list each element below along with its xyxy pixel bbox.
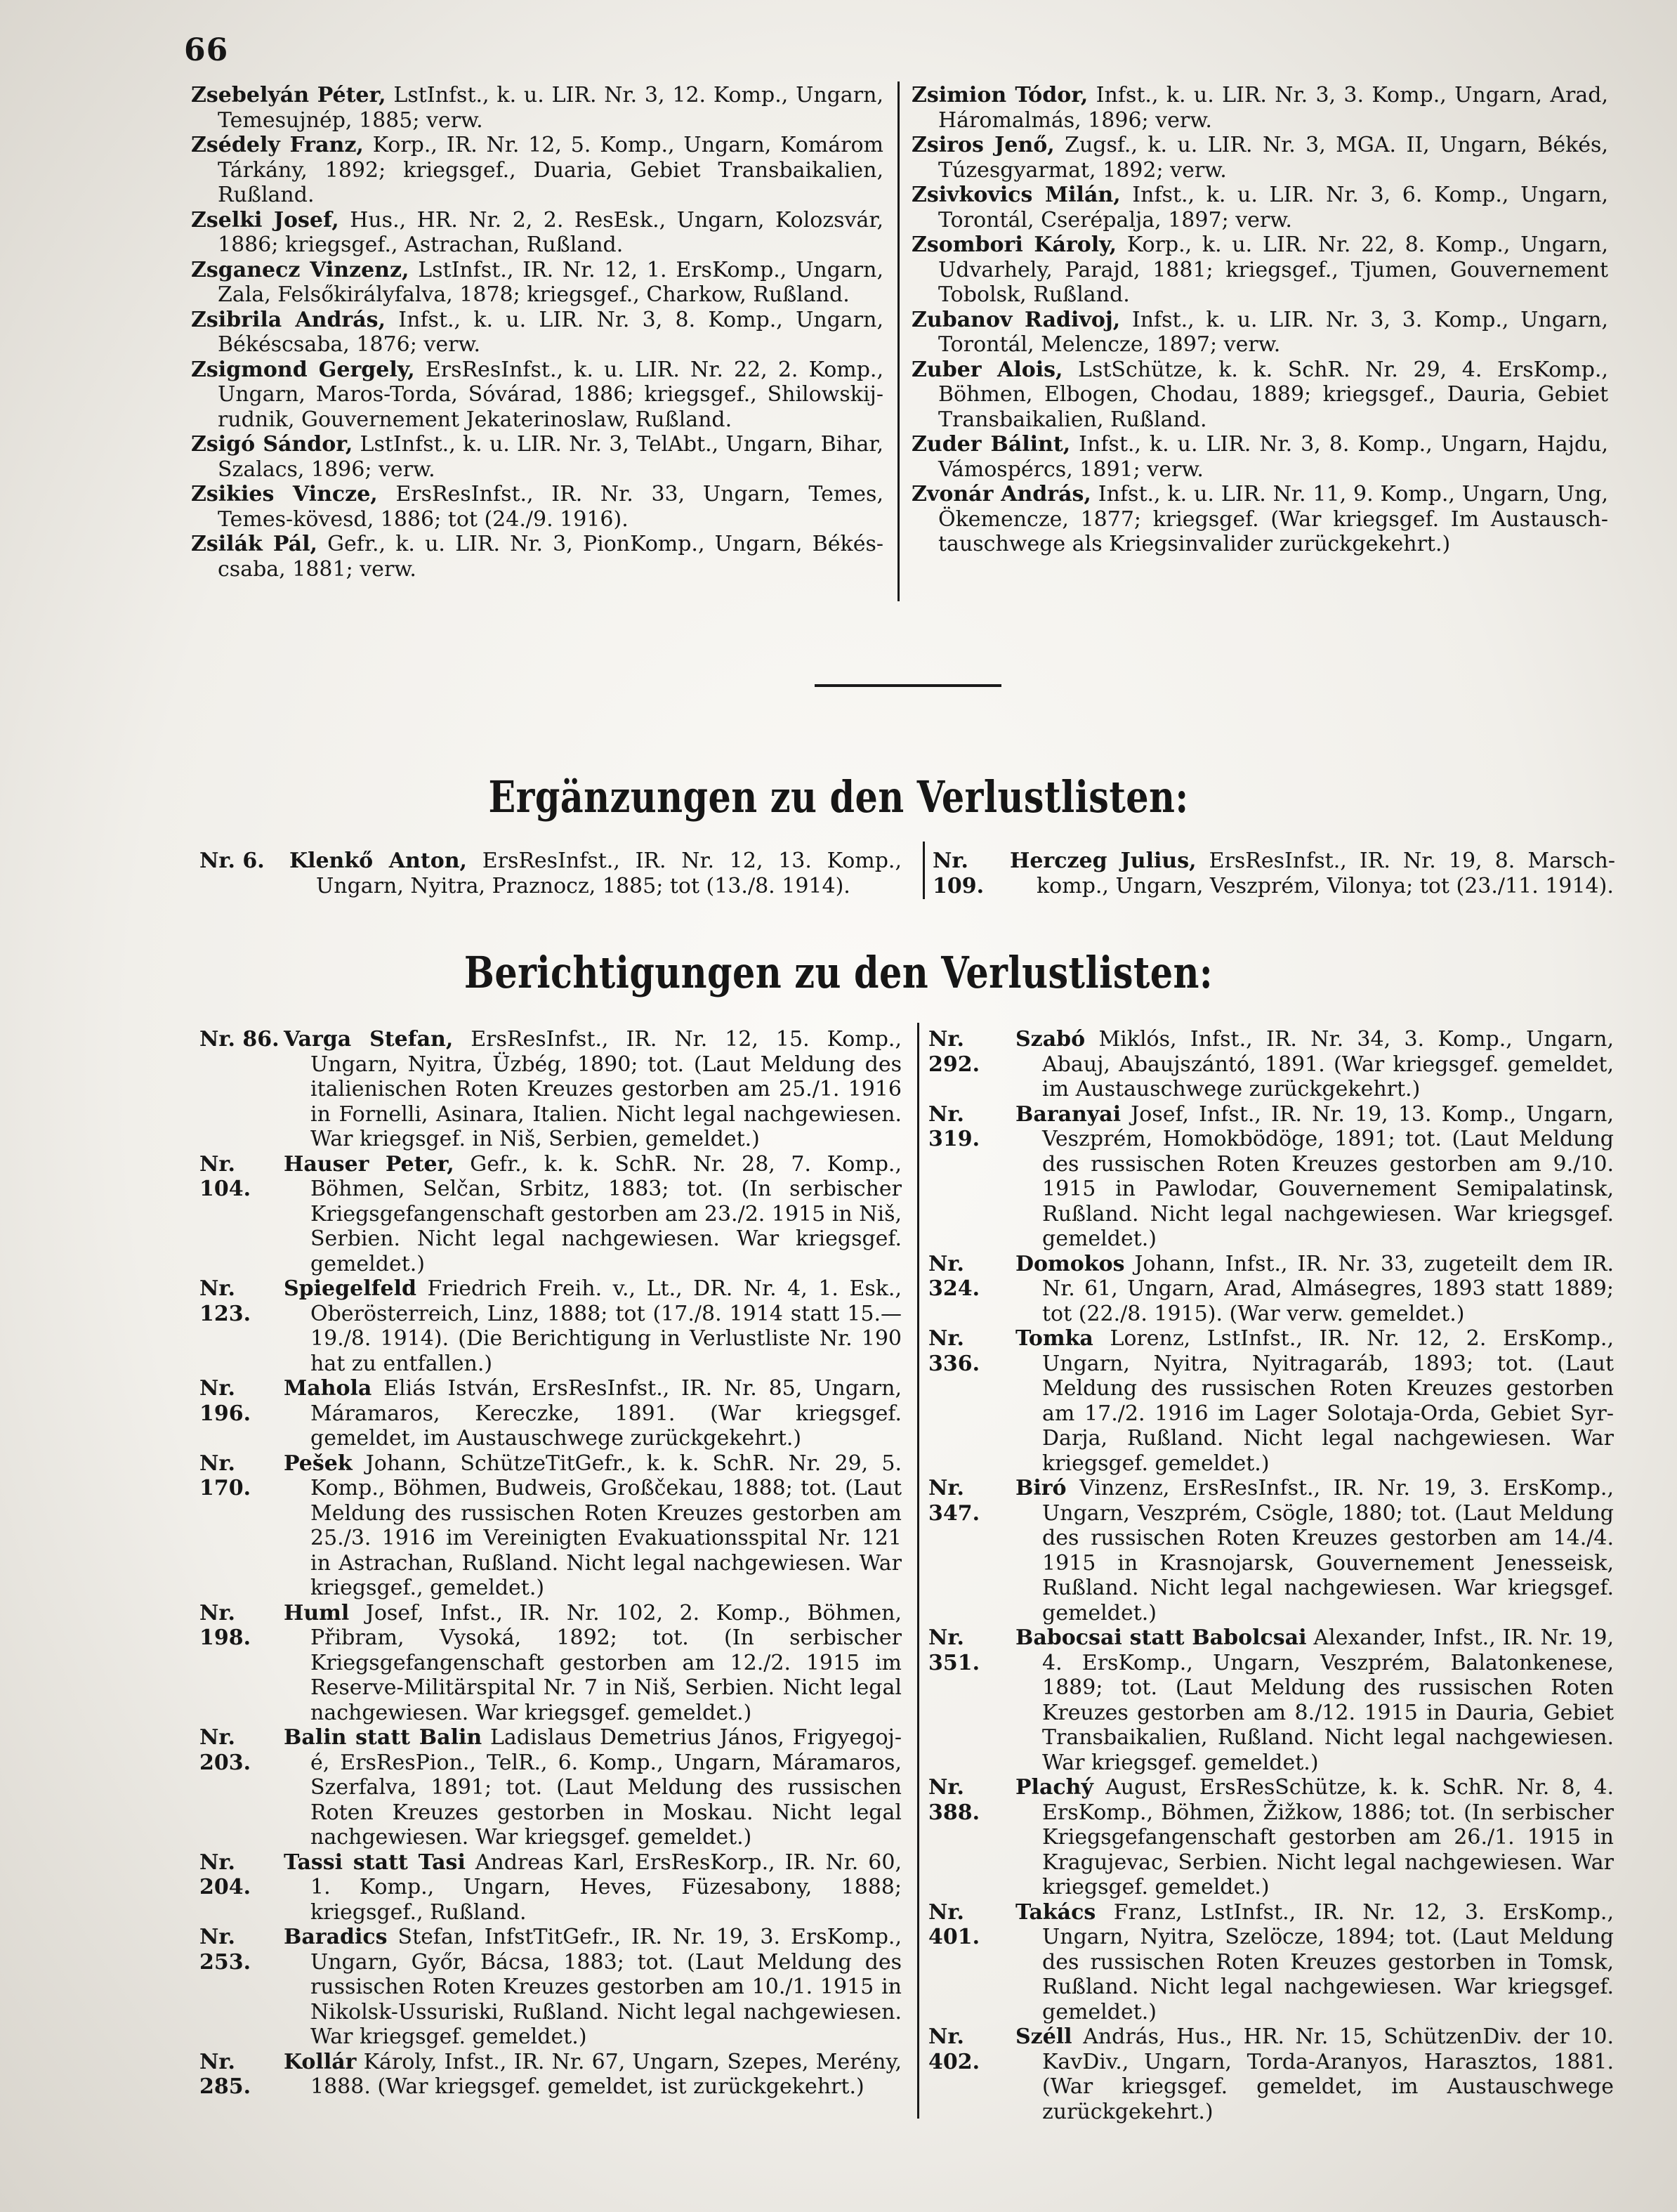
list-item: Nr. 196. Mahola Eliás István, ErsResInfst., IR. Nr. 85, Ungarn, Máramaros, Kereczke, 1891. (War kriegsgef. gemeldet, im Austauschwege zurückgekehrt.) [199, 1376, 902, 1451]
erganzungen-heading: Ergänzungen zu den Verlustlisten: [488, 771, 1189, 823]
list-item: Nr. 324. Domokos Johann, Infst., IR. Nr. 33, zugeteilt dem IR. Nr. 61, Ungarn, Arad, Almásegres, 1893 statt 1889; tot (22./8. 1915). (War verw. gemeldet.) [928, 1251, 1614, 1326]
list-item: Zvonár András, Infst., k. u. LIR. Nr. 11, 9. Komp., Ungarn, Ung, Ökemencze, 1877; kriegsgef. (War kriegsgef. Im Austausch-tauschwege als Kriegsinvalider zurückgekehrt.) [912, 482, 1609, 556]
berichtigungen-right-column [928, 1027, 1614, 2124]
list-item: Zubanov Radivoj, Infst., k. u. LIR. Nr. 3, 3. Komp., Ungarn, Torontál, Melencze, 1897; verw. [912, 307, 1608, 357]
list-item: Zsilák Pál, Gefr., k. u. LIR. Nr. 3, PionKomp., Ungarn, Békés-csaba, 1881; verw. [191, 532, 883, 582]
upper-right-column [912, 83, 1608, 557]
list-item: Zsiros Jenő, Zugsf., k. u. LIR. Nr. 3, MGA. II, Ungarn, Békés, Túzesgyarmat, 1892; verw. [912, 133, 1608, 183]
list-item: Nr. 86. Varga Stefan, ErsResInfst., IR. Nr. 12, 15. Komp., Ungarn, Nyitra, Üzbég, 1890; tot. (Laut Meldung des italienischen Roten Kreuzes gestorben am 25./1. 1916 in Fornelli, Asinara, Italien. Nicht legal nachgewiesen. War kriegsgef. in Niš, Serbien, gemeldet.) [199, 1027, 902, 1151]
list-item: Nr. 170. Pešek Johann, SchützeTitGefr., k. k. SchR. Nr. 29, 5. Komp., Böhmen, Budweis, Großčekau, 1888; tot. (Laut Meldung des russischen Roten Kreuzes gestorben am 25./3. 1916 im Vereinigten Evakuationsspital Nr. 121 in Astrachan, Rußland. Nicht legal nachgewiesen. War kriegsgef., gemeldet.) [199, 1451, 902, 1600]
list-item: Zuder Bálint, Infst., k. u. LIR. Nr. 3, 8. Komp., Ungarn, Hajdu, Vámospércs, 1891; verw. [912, 432, 1608, 482]
entry-number: Nr. 123. [199, 1276, 251, 1326]
list-item: Nr. 104. Hauser Peter, Gefr., k. k. SchR. Nr. 28, 7. Komp., Böhmen, Selčan, Srbitz, 1883; tot. (In serbischer Kriegsgefangenschaft gestorben am 23./2. 1915 in Niš, Serbien. Nicht legal nachgewiesen. War kriegsgef. gemeldet.) [199, 1151, 902, 1276]
list-item: Nr. 204. Tassi statt Tasi Andreas Karl, ErsResKorp., IR. Nr. 60, 1. Komp., Ungarn, Heves, Füzesabony, 1888; kriegsgef., Rußland. [199, 1850, 902, 1925]
list-item: Nr. 292. Szabó Miklós, Infst., IR. Nr. 34, 3. Komp., Ungarn, Abauj, Abaujszántó, 1891. (War kriegsgef. gemeldet, im Austauschwege zurückgekehrt.) [928, 1027, 1614, 1101]
entry-number: Nr. 204. [199, 1850, 251, 1899]
list-item: Zsivkovics Milán, Infst., k. u. LIR. Nr. 3, 6. Komp., Ungarn, Torontál, Cserépalja, 1897; verw. [912, 183, 1608, 233]
list-item: Nr. 198. Huml Josef, Infst., IR. Nr. 102, 2. Komp., Böhmen, Přibram, Vysoká, 1892; tot. (In serbischer Kriegsgefangenschaft gestorben am 12./2. 1915 im Reserve-Militärspital Nr. 7 in Niš, Serbien. Nicht legal nachgewiesen. War kriegsgef. gemeldet.) [199, 1600, 902, 1725]
list-item: Zsigmond Gergely, ErsResInfst., k. u. LIR. Nr. 22, 2. Komp., Ungarn, Maros-Torda, Sóvárad, 1886; kriegsgef., Shilowskij-rudnik, Gouvernement Jekaterinoslaw, Rußland. [191, 357, 883, 432]
list-item: Nr. 319. Baranyai Josef, Infst., IR. Nr. 19, 13. Komp., Ungarn, Veszprém, Homokbödöge, 1891; tot. (Laut Meldung des russischen Roten Kreuzes gestorben am 9./10. 1915 in Pawlodar, Gouvernement Semipalatinsk, Rußland. Nicht legal nachgewiesen. War kriegsgef. gemeldet.) [928, 1101, 1614, 1251]
entry-number: Nr. 203. [199, 1725, 251, 1775]
berichtigungen-left-column [199, 1027, 902, 2100]
entry-number: Nr. 6. [199, 849, 265, 873]
list-item: Nr. 109. Herczeg Julius, ErsResInfst., IR. Nr. 19, 8. Marsch-komp., Ungarn, Veszprém, Vilonya; tot (23./11. 1914). [933, 849, 1615, 898]
list-item: Nr. 347. Biró Vinzenz, ErsResInfst., IR. Nr. 19, 3. ErsKomp., Ungarn, Veszprém, Csögle, 1880; tot. (Laut Meldung des russischen Roten Kreuzes gestorben am 14./4. 1915 in Krasnojarsk, Gouvernement Jenesseisk, Rußland. Nicht legal nachgewiesen. War kriegsgef. gemeldet.) [928, 1476, 1614, 1625]
list-item: Zsédely Franz, Korp., IR. Nr. 12, 5. Komp., Ungarn, Komárom Tárkány, 1892; kriegsgef., Duaria, Gebiet Transbaikalien, Rußland. [191, 133, 883, 207]
list-item: Zsigó Sándor, LstInfst., k. u. LIR. Nr. 3, TelAbt., Ungarn, Bihar, Szalacs, 1896; verw. [191, 432, 883, 482]
entry-number: Nr. 347. [928, 1476, 980, 1526]
entry-number: Nr. 253. [199, 1925, 251, 1975]
entry-number: Nr. 198. [199, 1600, 251, 1650]
list-item: Nr. 285. Kollár Károly, Infst., IR. Nr. 67, Ungarn, Szepes, Merény, 1888. (War kriegsgef. gemeldet, ist zurückgekehrt.) [199, 2049, 902, 2099]
entry-number: Nr. 170. [199, 1451, 251, 1500]
entry-number: Nr. 292. [928, 1027, 980, 1077]
list-item: Zsikies Vincze, ErsResInfst., IR. Nr. 33, Ungarn, Temes, Temes-kövesd, 1886; tot (24./9. 1916). [191, 482, 883, 532]
list-item: Nr. 401. Takács Franz, LstInfst., IR. Nr. 12, 3. ErsKomp., Ungarn, Nyitra, Szelöcze, 1894; tot. (Laut Meldung des russischen Roten Kreuzes gestorben in Tomsk, Rußland. Nicht legal nachgewiesen. War kriegsgef. gemeldet.) [928, 1899, 1614, 2024]
list-item: Zsebelyán Péter, LstInfst., k. u. LIR. Nr. 3, 12. Komp., Ungarn, Temesujnép, 1885; verw. [191, 83, 883, 133]
list-item: Nr. 388. Plachý August, ErsResSchütze, k. k. SchR. Nr. 8, 4. ErsKomp., Böhmen, Žižkow, 1886; tot. (In serbischer Kriegsgefangenschaft gestorben am 26./1. 1915 in Kragujevac, Serbien. Nicht legal nachgewiesen. War kriegsgef. gemeldet.) [928, 1775, 1614, 1899]
erganzungen-right-column [933, 849, 1615, 898]
entry-number: Nr. 388. [928, 1775, 980, 1825]
entry-number: Nr. 196. [199, 1376, 251, 1426]
list-item: Zuber Alois, LstSchütze, k. k. SchR. Nr. 29, 4. ErsKomp., Böhmen, Elbogen, Chodau, 1889; kriegsgef., Dauria, Gebiet Transbaikalien, Rußland. [912, 357, 1609, 432]
entry-number: Nr. 402. [928, 2024, 980, 2074]
entry-number: Nr. 109. [933, 849, 985, 898]
list-item: Nr. 203. Balin statt Balin Ladislaus Demetrius János, Frigyegoj-é, ErsResPion., TelR., 6. Komp., Ungarn, Máramaros, Szerfalva, 1891; tot. (Laut Meldung des russischen Roten Kreuzes gestorben in Moskau. Nicht legal nachgewiesen. War kriegsgef. gemeldet.) [199, 1725, 902, 1850]
list-item: Zsombori Károly, Korp., k. u. LIR. Nr. 22, 8. Komp., Ungarn, Udvarhely, Parajd, 1881; kriegsgef., Tjumen, Gouvernement Tobolsk, Rußland. [912, 233, 1609, 307]
list-item: Zselki Josef, Hus., HR. Nr. 2, 2. ResEsk., Ungarn, Kolozsvár, 1886; kriegsgef., Astrachan, Rußland. [191, 207, 883, 257]
erganzungen-left-column [199, 849, 902, 898]
list-item: Nr. 351. Babocsai statt Babolcsai Alexander, Infst., IR. Nr. 19, 4. ErsKomp., Ungarn, Veszprém, Balatonkenese, 1889; tot. (Laut Meldung des russischen Roten Kreuzes gestorben am 8./12. 1915 in Dauria, Gebiet Transbaikalien, Rußland. Nicht legal nachgewiesen. War kriegsgef. gemeldet.) [928, 1625, 1614, 1775]
entry-number: Nr. 336. [928, 1326, 980, 1376]
list-item: Zsimion Tódor, Infst., k. u. LIR. Nr. 3, 3. Komp., Ungarn, Arad, Háromalmás, 1896; verw. [912, 83, 1608, 133]
list-item: Nr. 123. Spiegelfeld Friedrich Freih. v., Lt., DR. Nr. 4, 1. Esk., Oberösterreich, Linz, 1888; tot (17./8. 1914 statt 15.—19./8. 1914). (Die Berichtigung in Verlustliste Nr. 190 hat zu entfallen.) [199, 1276, 902, 1376]
upper-left-column [191, 83, 883, 582]
list-item: Zsibrila András, Infst., k. u. LIR. Nr. 3, 8. Komp., Ungarn, Békéscsaba, 1876; verw. [191, 307, 883, 357]
entry-number: Nr. 285. [199, 2049, 251, 2099]
entry-number: Nr. 86. [199, 1027, 280, 1052]
list-item: Nr. 336. Tomka Lorenz, LstInfst., IR. Nr. 12, 2. ErsKomp., Ungarn, Nyitra, Nyitragaráb, 1893; tot. (Laut Meldung des russischen Roten Kreuzes gestorben am 17./2. 1916 im Lager Solotaja-Orda, Gebiet Syr-Darja, Rußland. Nicht legal nachgewiesen. War kriegsgef. gemeldet.) [928, 1326, 1614, 1476]
column-divider [897, 81, 900, 601]
list-item: Zsganecz Vinzenz, LstInfst., IR. Nr. 12, 1. ErsKomp., Ungarn, Zala, Felsőkirályfalva, 1878; kriegsgef., Charkow, Rußland. [191, 257, 883, 307]
entry-number: Nr. 401. [928, 1899, 980, 1949]
section-rule [815, 684, 1001, 687]
column-divider [923, 842, 925, 899]
list-item: Nr. 253. Baradics Stefan, InfstTitGefr., IR. Nr. 19, 3. ErsKomp., Ungarn, Győr, Bácsa, 1883; tot. (Laut Meldung des russischen Roten Kreuzes gestorben am 10./1. 1915 in Nikolsk-Ussuriski, Rußland. Nicht legal nachgewiesen. War kriegsgef. gemeldet.) [199, 1925, 902, 2049]
berichtigungen-heading: Berichtigungen zu den Verlustlisten: [463, 947, 1214, 998]
list-item: Nr. 402. Széll András, Hus., HR. Nr. 15, SchützenDiv. der 10. KavDiv., Ungarn, Torda-Aranyos, Harasztos, 1881. (War kriegsgef. gemeldet, im Austauschwege zurückgekehrt.) [928, 2024, 1614, 2124]
column-divider [917, 1023, 919, 2119]
entry-number: Nr. 324. [928, 1251, 980, 1301]
entry-number: Nr. 319. [928, 1101, 980, 1151]
entry-number: Nr. 351. [928, 1625, 980, 1675]
page-number: 66 [184, 32, 229, 68]
list-item: Nr. 6. Klenkő Anton, ErsResInfst., IR. Nr. 12, 13. Komp., Ungarn, Nyitra, Praznocz, 1885; tot (13./8. 1914). [199, 849, 902, 898]
entry-number: Nr. 104. [199, 1151, 251, 1201]
